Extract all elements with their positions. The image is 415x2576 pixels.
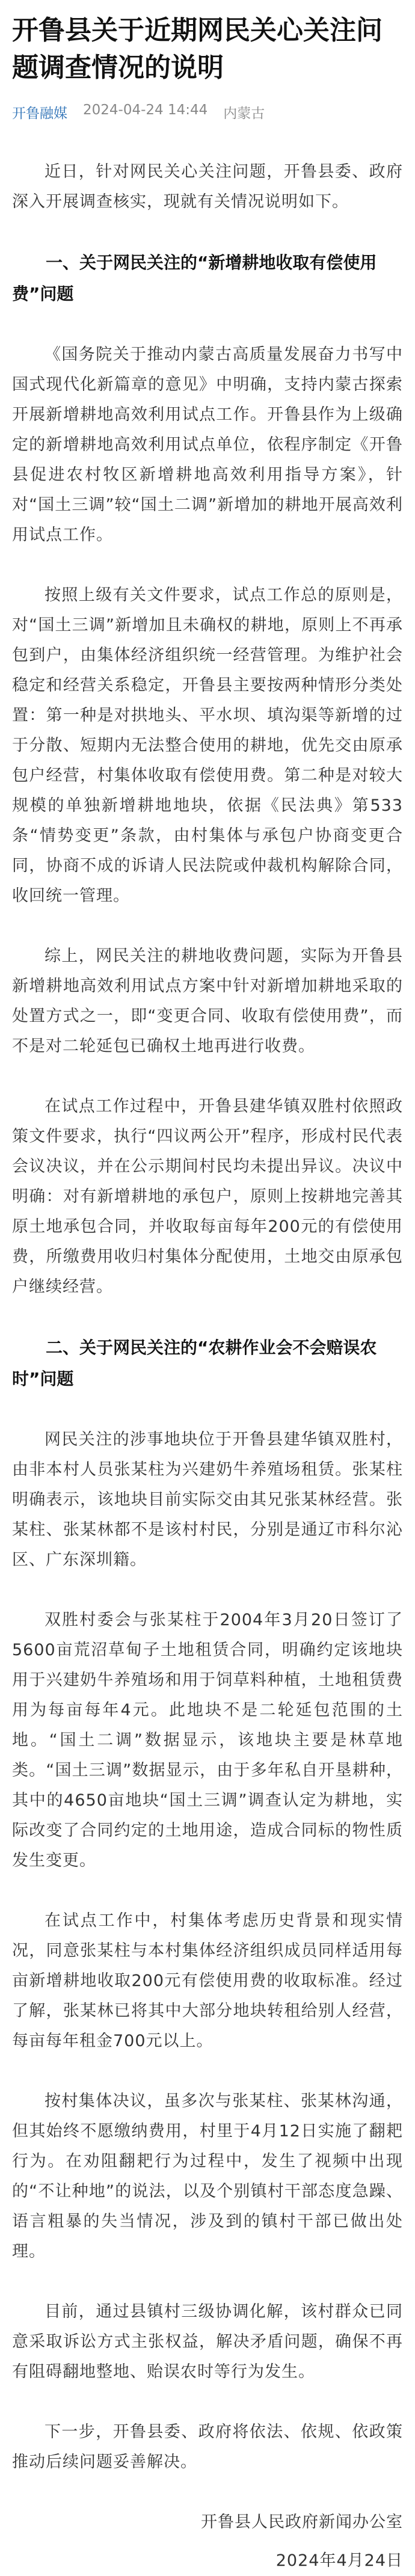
signature: 开鲁县人民政府新闻办公室 bbox=[201, 2513, 403, 2531]
paragraph: 综上，网民关注的耕地收费问题，实际为开鲁县新增耕地高效利用试点方案中针对新增加耕地采取的处置方式之一，即“变更合同、收取有偿使用费”，而不是对二轮延包已确权土地再进行收费。 bbox=[12, 947, 403, 1056]
paragraph: 在试点工作中，村集体考虑历史背景和现实情况，同意张某柱与本村集体经济组织成员同样适用每亩新增耕地收取200元有偿使用费的收取标准。经过了解，张某林已将其中大部分地块转租给别人经营，每亩每年租金700元以上。 bbox=[12, 1911, 403, 2050]
paragraph: 在试点工作过程中，开鲁县建华镇双胜村依照政策文件要求，执行“四议两公开”程序，形成村民代表会议决议，并在公示期间村民均未提出异议。决议中明确：对有新增耕地的承包户，原则上按耕地完善其原土地承包合同，并收取每亩每年200元的有偿使用费，所缴费用收归村集体分配使用，土地交由原承包户继续经营。 bbox=[12, 1097, 403, 1296]
paragraph-intro: 近日，针对网民关心关注问题，开鲁县委、政府深入开展调查核实，现就有关情况说明如下。 bbox=[12, 162, 403, 211]
paragraph: 目前，通过县镇村三级协调化解，该村群众已同意采取诉讼方式主张权益，解决矛盾问题，确保不再有阻碍翻地整地、贻误农时等行为发生。 bbox=[12, 2302, 403, 2381]
publish-location: 内蒙古 bbox=[223, 106, 265, 121]
publish-datetime: 2024-04-24 14:44 bbox=[83, 102, 208, 118]
paragraph: 双胜村委会与张某柱于2004年3月20日签订了5600亩荒沼草甸子土地租赁合同，明确约定该地块用于兴建奶牛养殖场和用于饲草料种植，土地租赁费用为每亩每年4元。此地块不是二轮延包范围的土地。“国土二调”数据显示，该地块主要是林草地类。“国土三调”数据显示，由于多年私自开垦耕种，其中的4650亩地块“国土三调”调查认定为耕地，实际改变了合同约定的土地用途，造成合同标的物性质发生变更。 bbox=[12, 1611, 403, 1870]
article-title: 开鲁县关于近期网民关心关注问题调查情况的说明 bbox=[12, 15, 383, 83]
paragraph: 《国务院关于推动内蒙古高质量发展奋力书写中国式现代化新篇章的意见》中明确，支持内蒙古探索开展新增耕地高效利用试点工作。开鲁县作为上级确定的新增耕地高效利用试点单位，依程序制定《开鲁县促进农村牧区新增耕地高效利用指导方案》，针对“国土三调”较“国土二调”新增加的耕地开展高效利用试点工作。 bbox=[12, 345, 403, 544]
article-body bbox=[12, 157, 403, 2576]
section-1-heading: 一、关于网民关注的“新增耕地收取有偿使用费”问题 bbox=[12, 253, 377, 304]
paragraph: 网民关注的涉事地块位于开鲁县建华镇双胜村，由非本村人员张某柱为兴建奶牛养殖场租赁。张某柱明确表示，该地块目前实际交由其兄张某林经营。张某柱、张某林都不是该村村民，分别是通辽市科尔沁区、广东深圳籍。 bbox=[12, 1430, 403, 1569]
article-meta bbox=[12, 102, 403, 122]
article-page bbox=[0, 12, 415, 2576]
paragraph: 按村集体决议，虽多次与张某柱、张某林沟通，但其始终不愿缴纳费用，村里于4月12日实施了翻耙行为。在劝阻翻耙行为过程中，发生了视频中出现的“不让种地”的说法，以及个别镇村干部态度急躁、语言粗暴的失当情况，涉及到的镇村干部已做出处理。 bbox=[12, 2092, 403, 2261]
paragraph: 按照上级有关文件要求，试点工作总的原则是，对“国土三调”新增加且未确权的耕地，原则上不再承包到户，由集体经济组织统一经营管理。为维护社会稳定和经营关系稳定，开鲁县主要按两种情形分类处置：第一种是对拱地头、平水坝、填沟渠等新增的过于分散、短期内无法整合使用的耕地，优先交由原承包户经营，村集体收取有偿使用费。第二种是对较大规模的单独新增耕地地块，依据《民法典》第533条“情势变更”条款，由村集体与承包户协商变更合同，协商不成的诉请人民法院或仲裁机构解除合同，收回统一管理。 bbox=[12, 586, 403, 905]
source-link[interactable]: 开鲁融媒 bbox=[12, 106, 67, 121]
signature-date: 2024年4月24日 bbox=[275, 2551, 403, 2570]
paragraph: 下一步，开鲁县委、政府将依法、依规、依政策推动后续问题妥善解决。 bbox=[12, 2423, 403, 2471]
section-2-heading: 二、关于网民关注的“农耕作业会不会赔误农时”问题 bbox=[12, 1338, 377, 1389]
